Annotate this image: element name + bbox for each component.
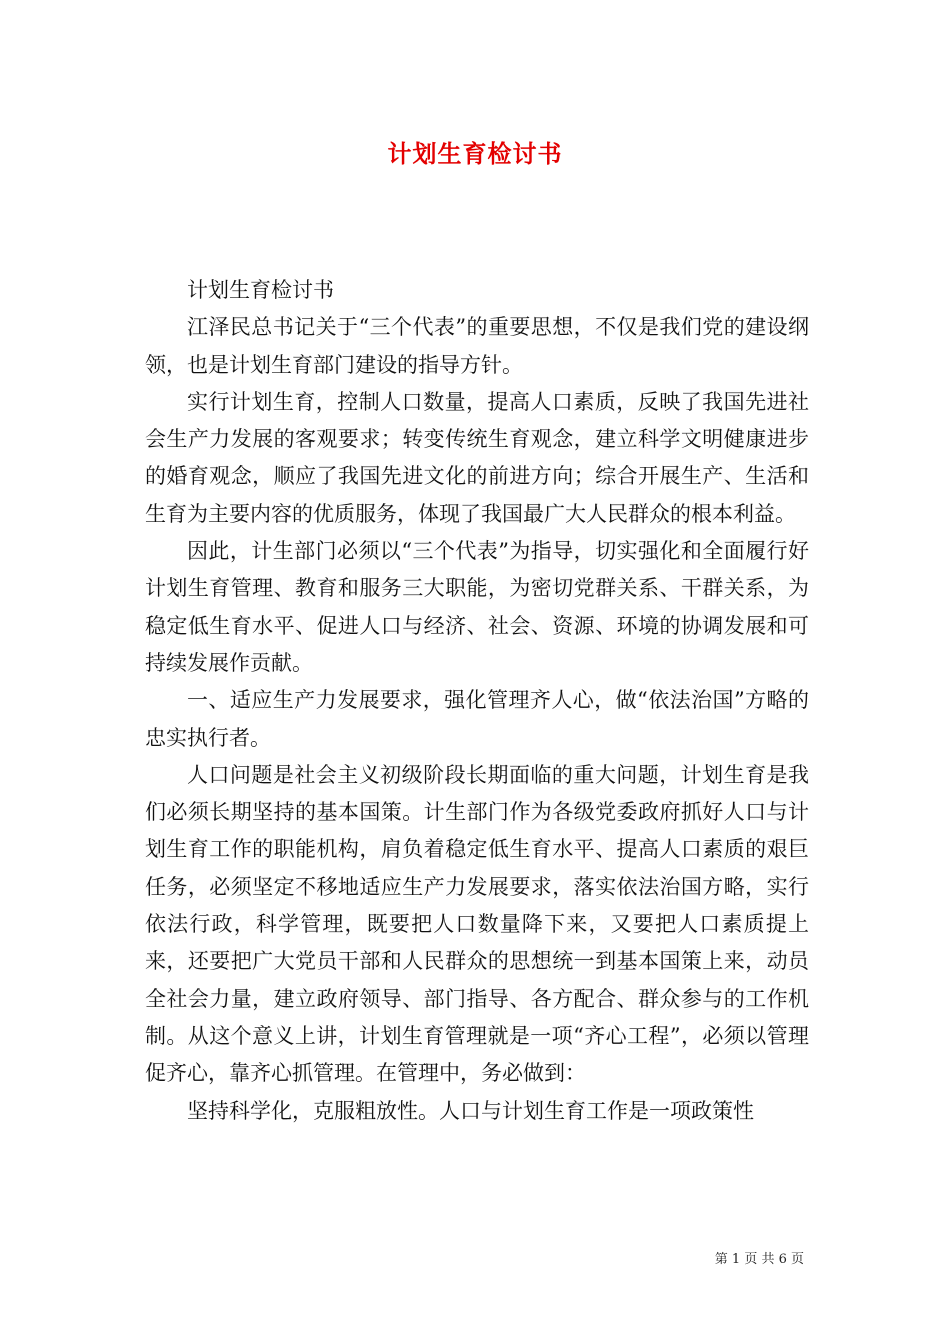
document-title: 计划生育检讨书 — [387, 139, 563, 168]
paragraph: 坚持科学化，克服粗放性。人口与计划生育工作是一项政策性 — [187, 1098, 754, 1123]
paragraph: 一、适应生产力发展要求，强化管理齐人心，做“依法治国”方略的忠实执行者。 — [145, 688, 809, 750]
paragraph: 因此，计生部门必须以“三个代表”为指导，切实强化和全面履行好计划生育管理、教育和服务三大职能，为密切党群关系、干群关系，为稳定低生育水平、促进人口与经济、社会、资源、环境的协调发展和可持续发展作贡献。 — [145, 539, 809, 675]
paragraph: 实行计划生育，控制人口数量，提高人口素质，反映了我国先进社会生产力发展的客观要求；转变传统生育观念，建立科学文明健康进步的婚育观念，顺应了我国先进文化的前进方向；综合开展生产、生活和生育为主要内容的优质服务，体现了我国最广大人民群众的根本利益。 — [145, 389, 809, 526]
paragraph: 计划生育检讨书 — [187, 278, 334, 302]
paragraph: 江泽民总书记关于“三个代表”的重要思想，不仅是我们党的建设纲领，也是计划生育部门建设的指导方针。 — [145, 315, 809, 377]
page-number: 第 1 页 共 6 页 — [714, 1252, 804, 1267]
paragraph: 人口问题是社会主义初级阶段长期面临的重大问题，计划生育是我们必须长期坚持的基本国策。计生部门作为各级党委政府抓好人口与计划生育工作的职能机构，肩负着稳定低生育水平、提高人口素质的艰巨任务，必须坚定不移地适应生产力发展要求，落实依法治国方略，实行依法行政，科学管理，既要把人口数量降下来，又要把人口素质提上来，还要把广大党员干部和人民群众的思想统一到基本国策上来，动员全社会力量，建立政府领导、部门指导、各方配合、群众参与的工作机制。从这个意义上讲，计划生育管理就是一项“齐心工程”，必须以管理促齐心，靠齐心抓管理。在管理中，务必做到： — [145, 762, 809, 1086]
document-body — [145, 272, 809, 1130]
